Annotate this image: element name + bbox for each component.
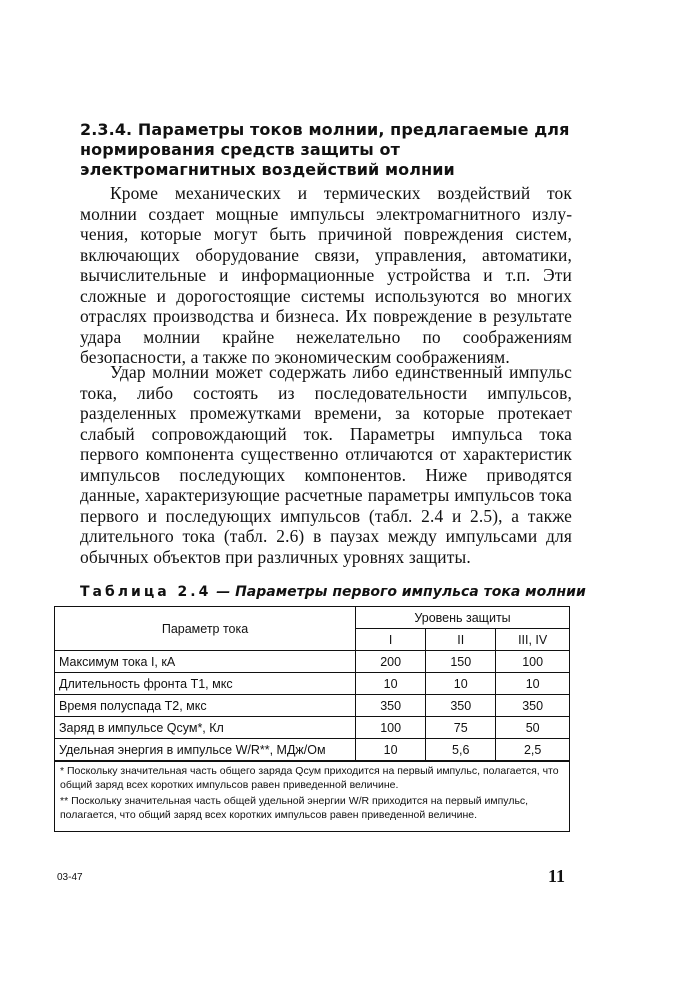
header-level-3: III, IV [496, 629, 569, 651]
row-value: 5,6 [426, 739, 496, 761]
table-row [55, 739, 569, 761]
section-heading: 2.3.4. Параметры токов молнии, предлагаемые для нормирования средств защиты от электромагнитных воздействий молнии [80, 120, 570, 179]
row-value: 10 [496, 673, 569, 695]
row-value: 2,5 [496, 739, 569, 761]
header-level-1: I [356, 629, 426, 651]
row-value: 100 [356, 717, 426, 739]
row-value: 150 [426, 651, 496, 673]
row-value: 10 [356, 673, 426, 695]
row-param: Удельная энергия в импульсе W/R**, МДж/Ом [55, 739, 356, 761]
footer-code: 03-47 [57, 872, 83, 883]
row-value: 100 [496, 651, 569, 673]
row-value: 350 [496, 695, 569, 717]
paragraph-2: Удар молнии может содержать либо единственный импульс тока, либо состоять из последовательности импульсов, разделенных промежутками времени, за которые протекает слабый сопровождающий ток. Параметры импульса тока первого компонента существенно отличаются от характеристик импульсов последующих компонентов. Ниже приводятся данные, характеризующие расчетные параметры импульсов тока первого и последующих импульсов (табл. 2.4 и 2.5), а также длительного тока (табл. 2.6) в паузах между импульсами для обычных объектов при различных уровнях защиты. [80, 362, 572, 567]
row-param: Длительность фронта T1, мкс [55, 673, 356, 695]
table-row [55, 717, 569, 739]
footnote-2: ** Поскольку значительная часть общей удельной энергии W/R приходится на первый импульс, полагается, что общий заряд всех коротких импульсов равен приведенной величине. [60, 795, 529, 821]
row-value: 10 [426, 673, 496, 695]
table-row [55, 673, 569, 695]
table-caption [80, 583, 586, 601]
table-caption-label: Таблица 2.4 [80, 584, 212, 600]
row-param: Максимум тока I, кА [55, 651, 356, 673]
row-value: 50 [496, 717, 569, 739]
row-param: Заряд в импульсе Qсум*, Кл [55, 717, 356, 739]
table-notes [55, 761, 569, 831]
footnote-1: * Поскольку значительная часть общего заряда Qсум приходится на первый импульс, полагается, что общий заряд всех коротких импульсов равен приведенной величине. [60, 765, 559, 791]
paragraph-1: Кроме механических и термических воздействий ток молнии создает мощные импульсы электромагнитного излучения, которые могут быть причиной повреждения систем, включающих оборудование связи, управления, автоматики, вычислительные и информационные устройства и т.п. Эти сложные и дорогостоящие системы используются во многих отраслях производства и бизнеса. Их повреждение в результате удара молнии крайне нежелательно по соображениям безопасности, а также по экономическим соображениям. [80, 183, 572, 367]
parameters-table [54, 606, 570, 832]
table-row [55, 695, 569, 717]
row-value: 200 [356, 651, 426, 673]
row-value: 10 [356, 739, 426, 761]
page-number: 11 [548, 866, 566, 886]
header-level: Уровень защиты [356, 607, 569, 629]
header-level-2: II [426, 629, 496, 651]
row-value: 75 [426, 717, 496, 739]
table-caption-dash: — [216, 584, 231, 600]
row-value: 350 [426, 695, 496, 717]
row-value: 350 [356, 695, 426, 717]
row-param: Время полуспада T2, мкс [55, 695, 356, 717]
header-param: Параметр тока [55, 607, 356, 651]
table-caption-text: Параметры первого импульса тока молнии [235, 584, 586, 600]
table-row [55, 651, 569, 673]
